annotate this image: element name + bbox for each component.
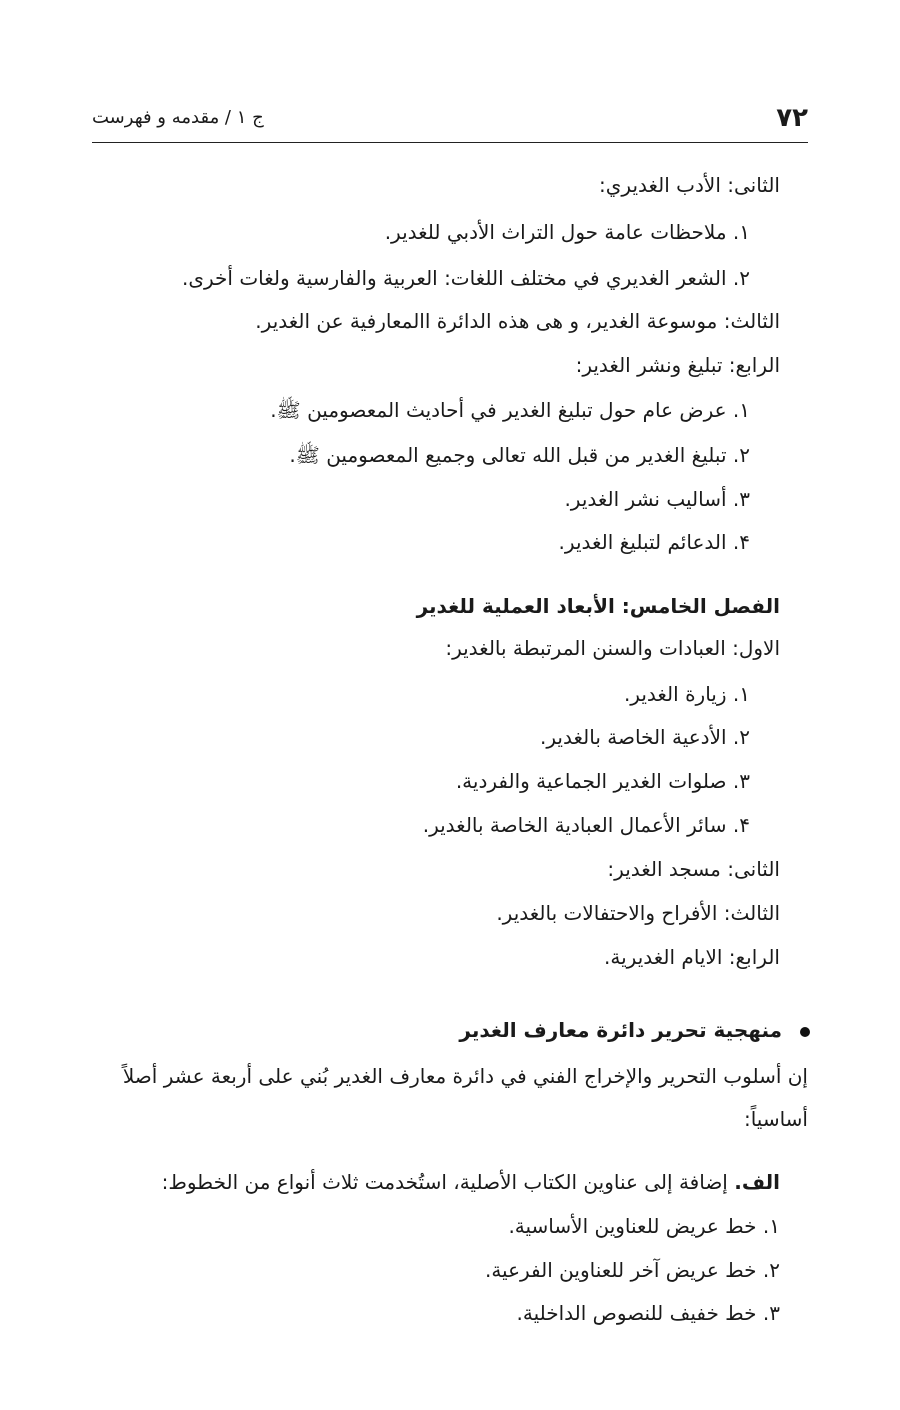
list-item: ۱. ملاحظات عامة حول التراث الأدبي للغدير.: [384, 220, 750, 244]
list-item: ۳. خط خفيف للنصوص الداخلية.: [516, 1301, 780, 1325]
list-item: ۴. الدعائم لتبليغ الغدير.: [558, 530, 750, 554]
section-heading: الثانی: مسجد الغدير:: [607, 857, 780, 881]
section-heading: الثالث: الأفراح والاحتفالات بالغدير.: [496, 901, 780, 925]
item-text: إضافة إلى عناوين الكتاب الأصلية، استُخدمت ثلاث أنواع من الخطوط:: [161, 1170, 735, 1194]
bullet-icon: [800, 1027, 810, 1037]
section-heading: الثالث: موسوعة الغدير، و هی هذه الدائرة االمعارفية عن الغدير.: [255, 309, 780, 333]
list-item: ۲. خط عريض آخر للعناوين الفرعية.: [484, 1258, 780, 1282]
item-label: الف.: [734, 1170, 780, 1194]
bullet-heading: [459, 1010, 810, 1050]
list-item: ۱. زيارة الغدير.: [623, 682, 750, 706]
page-number: ۷۲: [776, 103, 808, 133]
section-heading: الرابع: تبليغ ونشر الغدير:: [575, 353, 780, 377]
list-item: ۴. سائر الأعمال العبادية الخاصة بالغدير.: [422, 813, 750, 837]
item-alef: [162, 1162, 780, 1202]
running-head: ج ۱ / مقدمه و فهرست: [92, 107, 264, 128]
list-item: ۲. الشعر الغديري في مختلف اللغات: العربية والفارسية ولغات أخرى.: [182, 266, 750, 290]
section-heading: الثانی: الأدب الغديري:: [599, 173, 780, 197]
chapter-heading: الفصل الخامس: الأبعاد العملية للغدير: [416, 594, 780, 618]
list-item: ۱. عرض عام حول تبليغ الغدير في أحاديث المعصومين ﷺ.: [270, 398, 750, 422]
header-divider: [92, 142, 808, 143]
paragraph-line: إن أسلوب التحرير والإخراج الفني في دائرة معارف الغدير بُني على أربعة عشر أصلاً: [122, 1064, 808, 1088]
list-item: ۳. أساليب نشر الغدير.: [564, 487, 750, 511]
bullet-heading-text: منهجية تحرير دائرة معارف الغدير: [459, 1018, 782, 1042]
page-header: [92, 98, 808, 138]
list-item: ۲. الأدعية الخاصة بالغدير.: [540, 725, 750, 749]
section-heading: الرابع: الايام الغديرية.: [604, 945, 780, 969]
list-item: ۳. صلوات الغدير الجماعية والفردية.: [455, 769, 750, 793]
section-heading: الاول: العبادات والسنن المرتبطة بالغدير:: [445, 636, 780, 660]
list-item: ۱. خط عريض للعناوين الأساسية.: [508, 1214, 780, 1238]
list-item: ۲. تبليغ الغدير من قبل الله تعالى وجميع المعصومين ﷺ.: [289, 443, 750, 467]
paragraph-line: أساسياً:: [743, 1107, 808, 1131]
